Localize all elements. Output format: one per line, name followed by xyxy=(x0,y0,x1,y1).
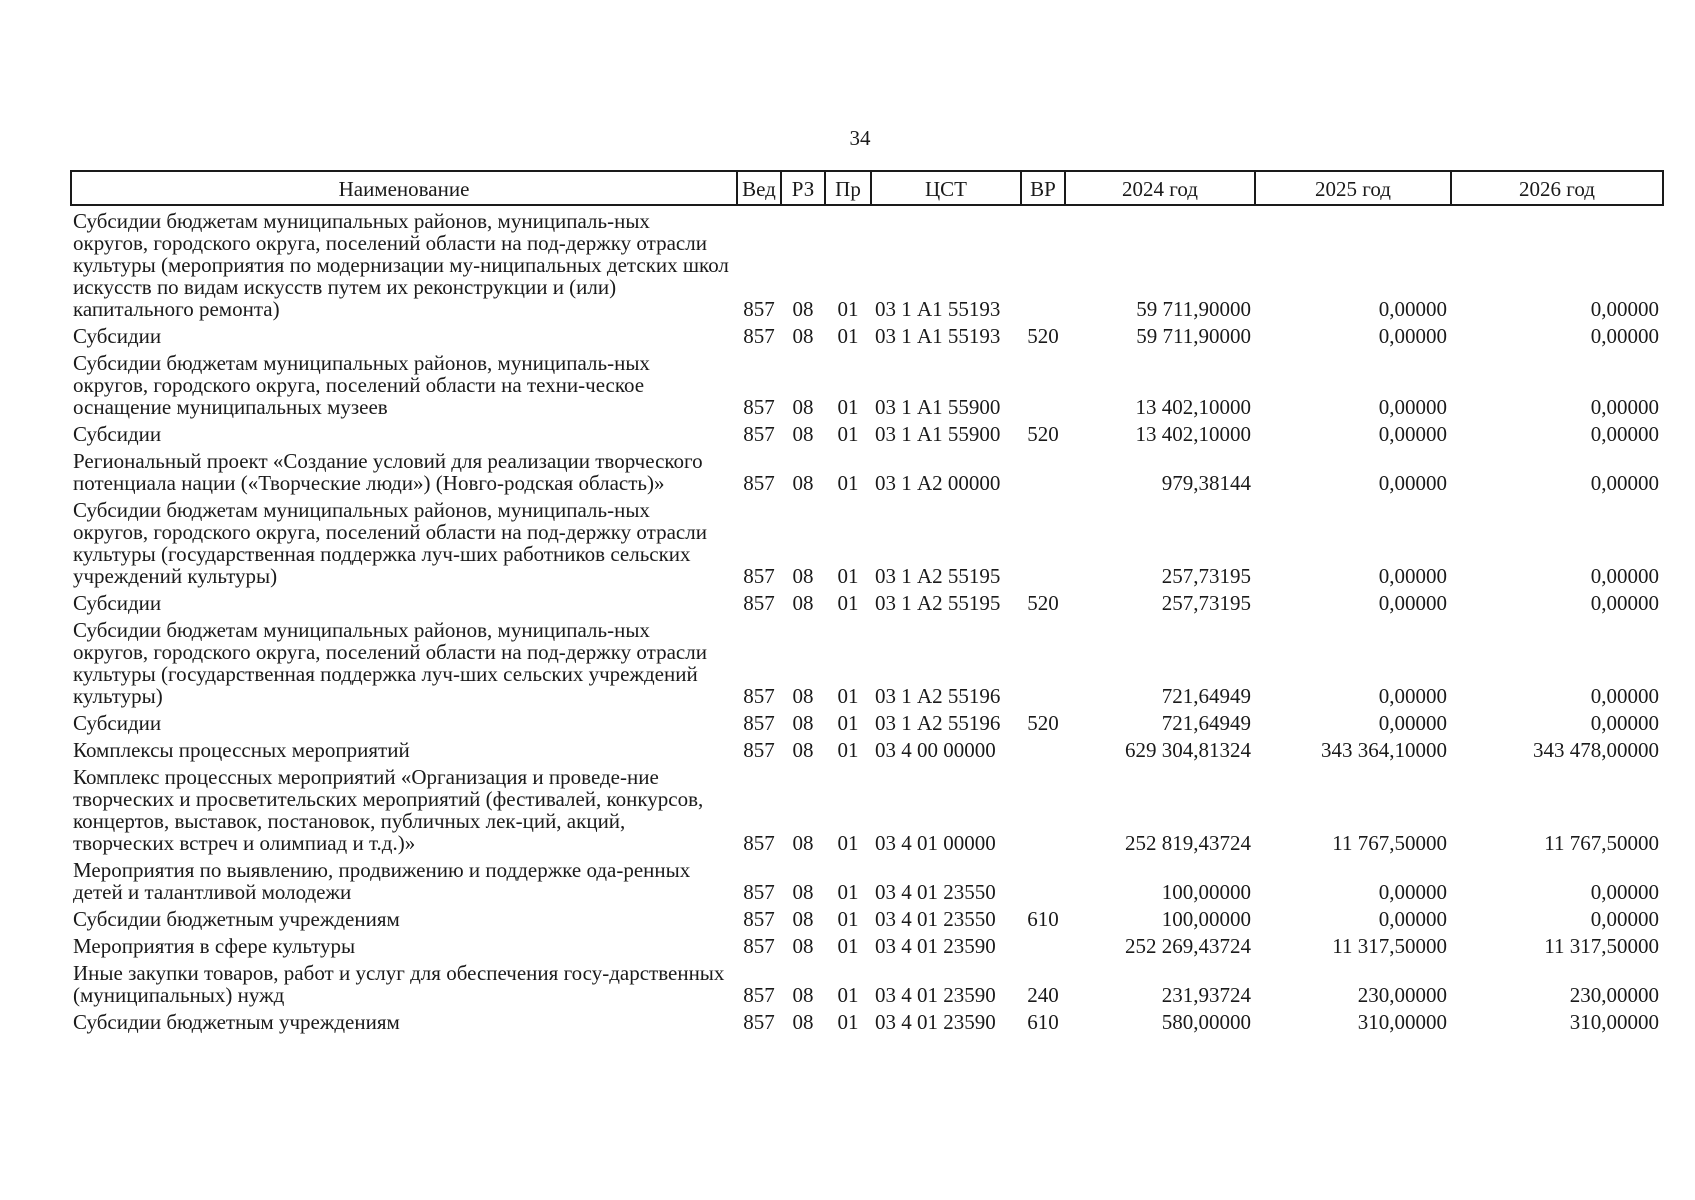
row-amount-2024: 13 402,10000 xyxy=(1135,395,1251,419)
row-amount-2025: 230,00000 xyxy=(1357,983,1447,1007)
row-vr: 520 xyxy=(1027,422,1059,446)
row-pr: 01 xyxy=(837,564,859,588)
row-rz: 08 xyxy=(792,564,814,588)
row-amount-2025: 0,00000 xyxy=(1378,591,1447,615)
header-name: Наименование xyxy=(71,171,737,205)
row-rz: 08 xyxy=(792,711,814,735)
row-cst: 03 1 А1 55900 xyxy=(875,422,1001,446)
row-cst: 03 1 А1 55900 xyxy=(875,395,1001,419)
row-vr: 520 xyxy=(1027,324,1059,348)
row-rz: 08 xyxy=(792,471,814,495)
row-rz: 08 xyxy=(792,983,814,1007)
row-pr: 01 xyxy=(837,983,859,1007)
row-ved: 857 xyxy=(743,564,775,588)
row-amount-2024: 629 304,81324 xyxy=(1125,738,1251,762)
row-ved: 857 xyxy=(743,297,775,321)
row-amount-2024: 721,64949 xyxy=(1161,684,1251,708)
row-rz: 08 xyxy=(792,324,814,348)
row-amount-2025: 0,00000 xyxy=(1378,907,1447,931)
row-cst: 03 4 00 00000 xyxy=(875,738,996,762)
row-amount-2024: 979,38144 xyxy=(1161,471,1251,495)
row-name: Субсидии xyxy=(73,422,162,446)
row-name: Комплексы процессных мероприятий xyxy=(73,738,410,762)
row-name: Мероприятия по выявлению, продвижению и поддержке ода-ренных детей и талантливой молодежи xyxy=(73,858,691,904)
row-pr: 01 xyxy=(837,395,859,419)
row-amount-2024: 59 711,90000 xyxy=(1136,324,1251,348)
row-name: Иные закупки товаров, работ и услуг для обеспечения госу-дарственных (муниципальных) нужд xyxy=(73,961,725,1007)
row-cst: 03 1 А1 55193 xyxy=(875,324,1001,348)
row-amount-2026: 0,00000 xyxy=(1590,564,1659,588)
row-amount-2026: 230,00000 xyxy=(1569,983,1659,1007)
row-rz: 08 xyxy=(792,422,814,446)
header-2024: 2024 год xyxy=(1065,171,1255,205)
row-name: Мероприятия в сфере культуры xyxy=(73,934,356,958)
row-amount-2025: 0,00000 xyxy=(1378,422,1447,446)
row-ved: 857 xyxy=(743,324,775,348)
row-pr: 01 xyxy=(837,880,859,904)
row-amount-2024: 580,00000 xyxy=(1161,1010,1251,1034)
header-pr: Пр xyxy=(825,171,871,205)
row-vr xyxy=(1021,739,1065,766)
row-amount-2026: 0,00000 xyxy=(1590,422,1659,446)
row-cst: 03 1 А2 55196 xyxy=(875,711,1001,735)
row-pr: 01 xyxy=(837,831,859,855)
row-amount-2024: 257,73195 xyxy=(1161,564,1251,588)
row-rz: 08 xyxy=(792,591,814,615)
row-ved: 857 xyxy=(743,471,775,495)
row-vr: 520 xyxy=(1027,711,1059,735)
row-amount-2025: 343 364,10000 xyxy=(1321,738,1447,762)
row-name: Субсидии бюджетам муниципальных районов, муниципаль-ных округов, городского округа, поселений области на под-держку отрасли культуры (государственная поддержка луч-ших работников сельских учреждений культуры) xyxy=(73,498,707,588)
row-name: Субсидии xyxy=(73,711,162,735)
table-row xyxy=(71,859,1663,908)
header-ved: Вед xyxy=(737,171,781,205)
header-cst: ЦСТ xyxy=(871,171,1021,205)
row-amount-2025: 0,00000 xyxy=(1378,564,1447,588)
table-header xyxy=(71,171,1663,205)
row-vr xyxy=(1021,205,1065,325)
row-vr: 520 xyxy=(1027,591,1059,615)
table-row xyxy=(71,619,1663,712)
row-cst: 03 4 01 23590 xyxy=(875,983,996,1007)
row-ved: 857 xyxy=(743,711,775,735)
row-ved: 857 xyxy=(743,831,775,855)
row-pr: 01 xyxy=(837,1010,859,1034)
row-amount-2025: 0,00000 xyxy=(1378,324,1447,348)
row-pr: 01 xyxy=(837,471,859,495)
row-amount-2024: 252 269,43724 xyxy=(1125,934,1251,958)
header-2025: 2025 год xyxy=(1255,171,1451,205)
row-amount-2026: 0,00000 xyxy=(1590,297,1659,321)
row-name: Субсидии xyxy=(73,591,162,615)
header-rz: РЗ xyxy=(781,171,825,205)
row-amount-2025: 0,00000 xyxy=(1378,471,1447,495)
table-body xyxy=(71,205,1663,1038)
row-amount-2024: 13 402,10000 xyxy=(1135,422,1251,446)
row-pr: 01 xyxy=(837,684,859,708)
header-row xyxy=(71,171,1663,205)
row-cst: 03 4 01 23550 xyxy=(875,907,996,931)
row-amount-2024: 100,00000 xyxy=(1161,880,1251,904)
row-amount-2026: 11 767,50000 xyxy=(1544,831,1659,855)
table-row xyxy=(71,325,1663,352)
row-amount-2026: 0,00000 xyxy=(1590,395,1659,419)
row-cst: 03 4 01 23550 xyxy=(875,880,996,904)
row-amount-2025: 0,00000 xyxy=(1378,395,1447,419)
row-rz: 08 xyxy=(792,395,814,419)
table-row xyxy=(71,739,1663,766)
row-amount-2024: 231,93724 xyxy=(1161,983,1251,1007)
row-vr xyxy=(1021,619,1065,712)
row-rz: 08 xyxy=(792,831,814,855)
row-name: Субсидии бюджетным учреждениям xyxy=(73,1010,400,1034)
row-rz: 08 xyxy=(792,297,814,321)
row-name: Субсидии xyxy=(73,324,162,348)
row-vr: 240 xyxy=(1027,983,1059,1007)
table-row xyxy=(71,962,1663,1011)
row-name: Субсидии бюджетам муниципальных районов, муниципаль-ных округов, городского округа, поселений области на под-держку отрасли культуры (государственная поддержка луч-ших сельских учреждений культуры) xyxy=(73,618,707,708)
table-row xyxy=(71,423,1663,450)
row-pr: 01 xyxy=(837,297,859,321)
row-cst: 03 1 А2 55195 xyxy=(875,564,1001,588)
row-pr: 01 xyxy=(837,738,859,762)
row-rz: 08 xyxy=(792,684,814,708)
row-vr xyxy=(1021,352,1065,423)
row-amount-2024: 100,00000 xyxy=(1161,907,1251,931)
row-amount-2025: 0,00000 xyxy=(1378,880,1447,904)
row-pr: 01 xyxy=(837,711,859,735)
row-vr xyxy=(1021,499,1065,592)
row-amount-2024: 257,73195 xyxy=(1161,591,1251,615)
row-amount-2025: 11 317,50000 xyxy=(1332,934,1447,958)
row-amount-2025: 11 767,50000 xyxy=(1332,831,1447,855)
row-amount-2025: 0,00000 xyxy=(1378,684,1447,708)
row-amount-2024: 59 711,90000 xyxy=(1136,297,1251,321)
row-vr xyxy=(1021,935,1065,962)
row-amount-2026: 0,00000 xyxy=(1590,591,1659,615)
row-amount-2026: 0,00000 xyxy=(1590,324,1659,348)
row-vr: 610 xyxy=(1027,1010,1059,1034)
table-row xyxy=(71,450,1663,499)
table-row xyxy=(71,712,1663,739)
row-pr: 01 xyxy=(837,591,859,615)
row-name: Субсидии бюджетам муниципальных районов, муниципаль-ных округов, городского округа, поселений области на техни-ческое оснащение муниципальных музеев xyxy=(73,351,650,419)
row-ved: 857 xyxy=(743,684,775,708)
row-pr: 01 xyxy=(837,934,859,958)
row-ved: 857 xyxy=(743,934,775,958)
row-amount-2026: 0,00000 xyxy=(1590,880,1659,904)
header-2026: 2026 год xyxy=(1451,171,1663,205)
row-amount-2025: 310,00000 xyxy=(1357,1010,1447,1034)
row-ved: 857 xyxy=(743,880,775,904)
table-row xyxy=(71,935,1663,962)
header-vr: ВР xyxy=(1021,171,1065,205)
row-ved: 857 xyxy=(743,907,775,931)
row-amount-2026: 11 317,50000 xyxy=(1544,934,1659,958)
table-row xyxy=(71,205,1663,325)
table-row xyxy=(71,592,1663,619)
row-amount-2026: 0,00000 xyxy=(1590,711,1659,735)
row-cst: 03 4 01 23590 xyxy=(875,934,996,958)
row-vr xyxy=(1021,859,1065,908)
row-amount-2026: 0,00000 xyxy=(1590,471,1659,495)
row-ved: 857 xyxy=(743,395,775,419)
table-row xyxy=(71,499,1663,592)
row-cst: 03 1 А2 55195 xyxy=(875,591,1001,615)
table-row xyxy=(71,1011,1663,1038)
row-amount-2026: 343 478,00000 xyxy=(1533,738,1659,762)
row-vr xyxy=(1021,766,1065,859)
table-row xyxy=(71,352,1663,423)
row-ved: 857 xyxy=(743,1010,775,1034)
row-ved: 857 xyxy=(743,591,775,615)
row-vr: 610 xyxy=(1027,907,1059,931)
row-ved: 857 xyxy=(743,983,775,1007)
row-amount-2026: 310,00000 xyxy=(1569,1010,1659,1034)
budget-table xyxy=(70,170,1664,1038)
row-name: Региональный проект «Создание условий для реализации творческого потенциала нации («Творческие люди») (Новго-родская область)» xyxy=(73,449,703,495)
row-cst: 03 1 А2 00000 xyxy=(875,471,1001,495)
row-ved: 857 xyxy=(743,738,775,762)
row-rz: 08 xyxy=(792,880,814,904)
budget-table-container xyxy=(70,170,1662,1038)
row-pr: 01 xyxy=(837,324,859,348)
row-cst: 03 1 А2 55196 xyxy=(875,684,1001,708)
row-rz: 08 xyxy=(792,738,814,762)
row-cst: 03 1 А1 55193 xyxy=(875,297,1001,321)
row-amount-2025: 0,00000 xyxy=(1378,711,1447,735)
row-cst: 03 4 01 00000 xyxy=(875,831,996,855)
row-name: Субсидии бюджетам муниципальных районов, муниципаль-ных округов, городского округа, поселений области на под-держку отрасли культуры (мероприятия по модернизации му-ниципальных детских школ искусств по видам искусств путем их реконструкции и (или) капитального ремонта) xyxy=(73,209,729,321)
row-pr: 01 xyxy=(837,422,859,446)
row-rz: 08 xyxy=(792,934,814,958)
row-rz: 08 xyxy=(792,1010,814,1034)
row-name: Комплекс процессных мероприятий «Организация и проведе-ние творческих и просветительских мероприятий (фестивалей, конкурсов, концертов, выставок, постановок, публичных лек-ций, акций, творческих встреч и олимпиад и т.д.)» xyxy=(73,765,704,855)
row-ved: 857 xyxy=(743,422,775,446)
table-row xyxy=(71,766,1663,859)
row-amount-2024: 721,64949 xyxy=(1161,711,1251,735)
row-amount-2024: 252 819,43724 xyxy=(1125,831,1251,855)
row-amount-2026: 0,00000 xyxy=(1590,684,1659,708)
page-number: 34 xyxy=(849,126,871,150)
row-rz: 08 xyxy=(792,907,814,931)
row-pr: 01 xyxy=(837,907,859,931)
row-amount-2025: 0,00000 xyxy=(1378,297,1447,321)
table-row xyxy=(71,908,1663,935)
row-name: Субсидии бюджетным учреждениям xyxy=(73,907,400,931)
row-vr xyxy=(1021,450,1065,499)
row-amount-2026: 0,00000 xyxy=(1590,907,1659,931)
row-cst: 03 4 01 23590 xyxy=(875,1010,996,1034)
